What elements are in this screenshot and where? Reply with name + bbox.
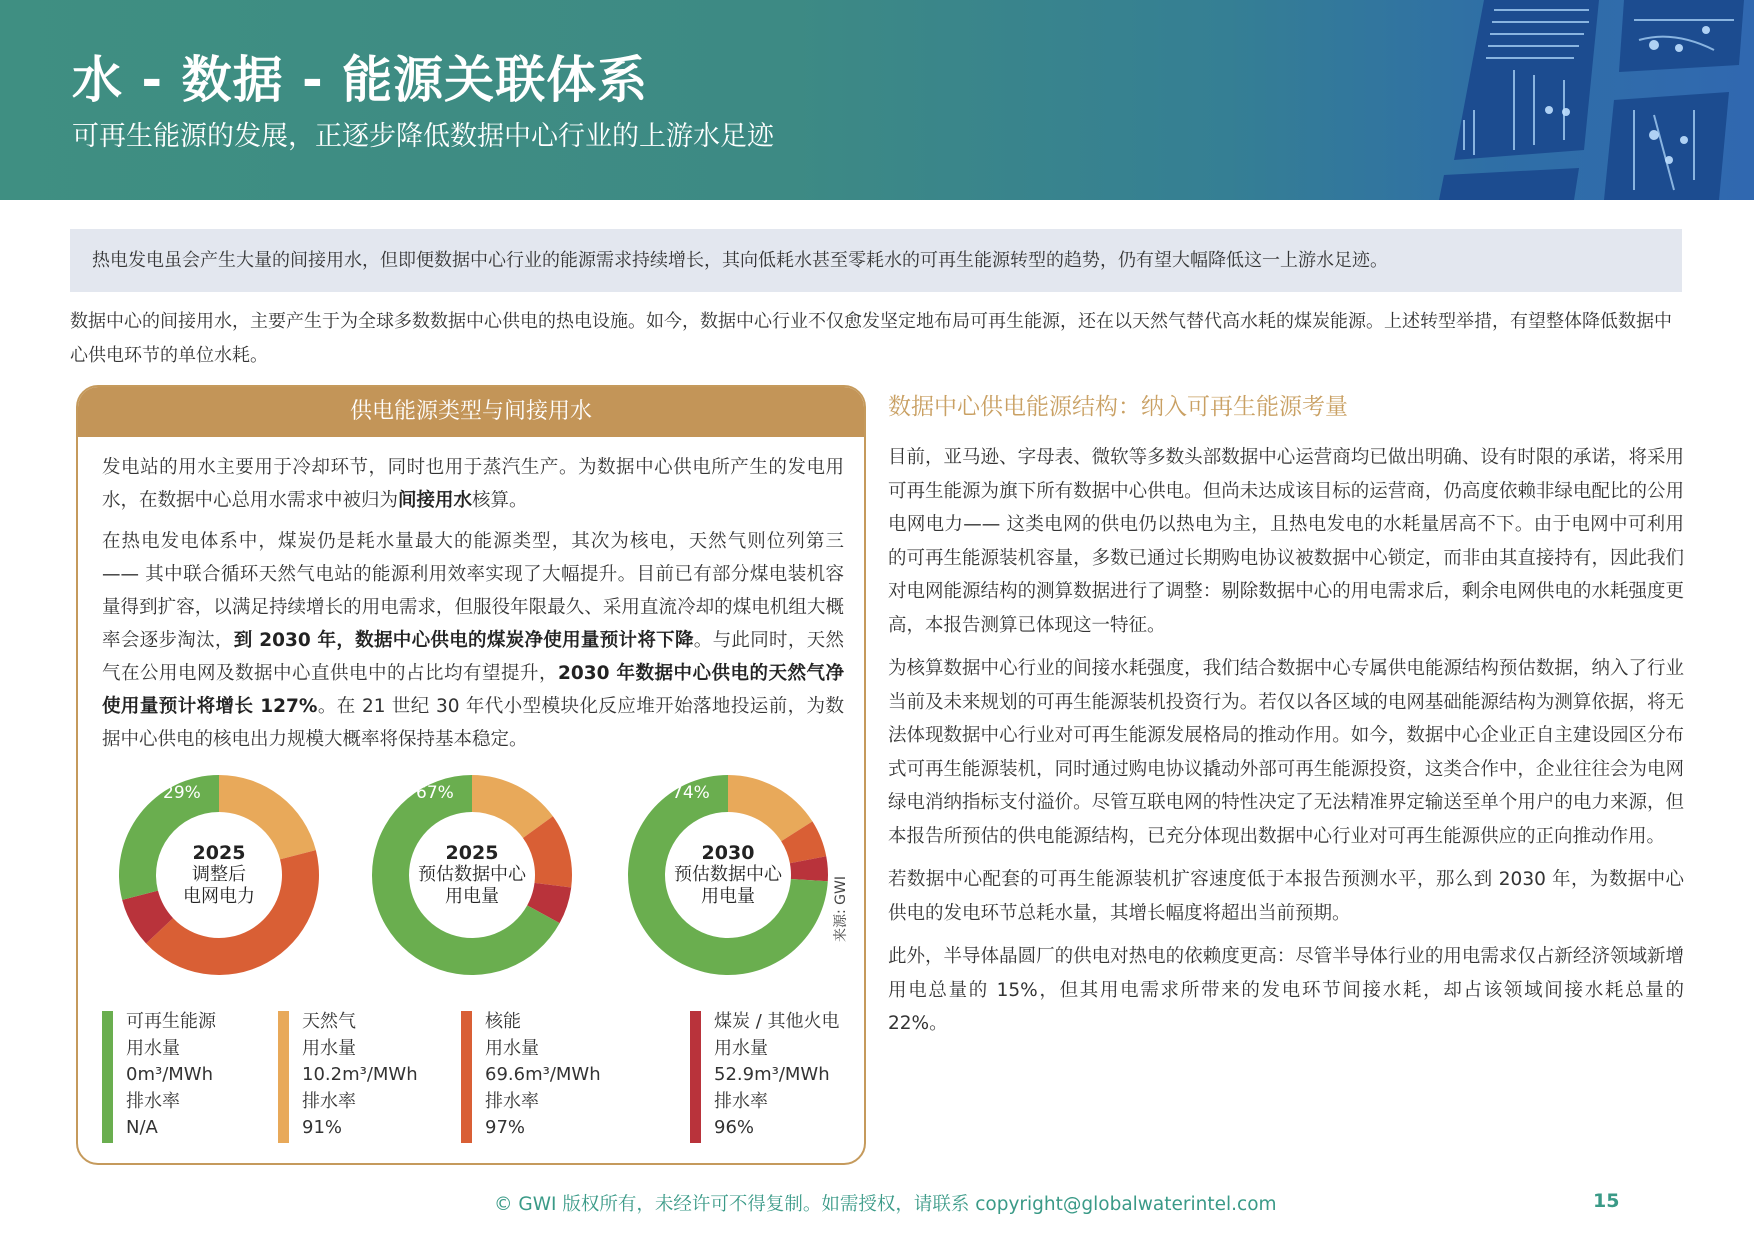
circuit-board-image — [1334, 0, 1754, 200]
paragraph: 为核算数据中心行业的间接水耗强度，我们结合数据中心专属供电能源结构预估数据，纳入了行业当前及未来规划的可再生能源装机投资行为。若仅以各区域的电网基础能源结构为测算依据，将无法体现数据中心行业对可再生能源发展格局的推动作用。如今，数据中心企业正自主建设园区分布式可再生能源装机，同时通过购电协议撬动外部可再生能源投资，这类合作中，企业往往会为电网绿电消纳指标支付溢价。尽管互联电网的特性决定了无法精准界定输送至单个用户的电力来源，但本报告所预估的供电能源结构，已充分体现出数据中心行业对可再生能源供应的正向推动作用。 — [888, 658, 1684, 847]
donut-center-label: 2025 预估数据中心 用电量 — [418, 842, 526, 907]
paragraph: 目前，亚马逊、字母表、微软等多数头部数据中心运营商均已做出明确、设有时限的承诺，将采用可再生能源为旗下所有数据中心供电。但尚未达成该目标的运营商，仍高度依赖非绿电配比的公用电网电力—— 这类电网的供电仍以热电为主，且热电发电的水耗量居高不下。由于电网中可利用的可再生能源装机容量，多数已通过长期购电协议被数据中心锁定，而非由其直接持有，因此我们对电网能源结构的测算数据进行了调整：剔除数据中心的用电需求后，剩余电网供电的水耗强度更高，本报告测算已体现这一特征。 — [888, 447, 1684, 636]
donut-center-label: 2025 调整后 电网电力 — [183, 842, 255, 907]
donut-chart-2030-datacenter — [625, 772, 831, 978]
donut-chart-2025-datacenter — [369, 772, 575, 978]
intro-paragraph: 数据中心的间接用水，主要产生于为全球多数数据中心供电的热电设施。如今，数据中心行业不仅愈发坚定地布局可再生能源，还在以天然气替代高水耗的煤炭能源。上述转型举措，有望整体降低数据中心供电环节的单位水耗。 — [70, 311, 1672, 366]
page-number: 15 — [1593, 1190, 1620, 1212]
donut-percent-label: 67% — [416, 783, 454, 803]
box-paragraph-2: 在热电发电体系中，煤炭仍是耗水量最大的能源类型，其次为核电，天然气则位列第三 —— 其中联合循环天然气电站的能源利用效率实现了大幅提升。目前已有部分煤电装机容量得到扩容，以满足持续增长的用电需求，但服役年限最久、采用直流冷却的煤电机组大概率会逐步淘汰，到 2030 年，数据中心供电的煤炭净使用量预计将下降。与此同时，天然气在公用电网及数据中心直供电中的占比均有望提升，2030 年数据中心供电的天然气净使用量预计将增长 127%。在 21 世纪 30 年代小型模块化反应堆开始落地投运前，为数据中心供电的核电出力规模大概率将保持基本稳定。 — [102, 531, 844, 750]
legend-color-swatch — [690, 1011, 701, 1143]
summary-callout: 热电发电虽会产生大量的间接用水，但即便数据中心行业的能源需求持续增长，其向低耗水甚至零耗水的可再生能源转型的趋势，仍有望大幅降低这一上游水足迹。 — [70, 229, 1682, 292]
legend-item-renewable: 可再生能源 用水量 0m³/MWh 排水率 N/A — [102, 1009, 216, 1143]
donut-percent-label: 29% — [163, 783, 201, 803]
box-title: 供电能源类型与间接用水 — [78, 387, 864, 437]
paragraph: 若数据中心配套的可再生能源装机扩容速度低于本报告预测水平，那么到 2030 年，为数据中心供电的发电环节总耗水量，其增长幅度将超出当前预期。 — [888, 869, 1684, 924]
legend-color-swatch — [278, 1011, 289, 1143]
page-title: 水 - 数据 - 能源关联体系 — [72, 51, 649, 109]
copyright-footer: © GWI 版权所有，未经许可不得复制。如需授权，请联系 copyright@globalwaterintel.com — [494, 1194, 1277, 1215]
legend-item-natural-gas: 天然气 用水量 10.2m³/MWh 排水率 91% — [278, 1009, 418, 1143]
legend-item-coal: 煤炭 / 其他火电 用水量 52.9m³/MWh 排水率 96% — [690, 1009, 840, 1143]
section-heading: 数据中心供电能源结构：纳入可再生能源考量 — [888, 394, 1348, 420]
box-body — [78, 437, 864, 756]
energy-legend — [78, 1009, 866, 1149]
energy-types-box — [76, 385, 866, 1165]
legend-item-nuclear: 核能 用水量 69.6m³/MWh 排水率 97% — [461, 1009, 601, 1143]
box-paragraph-1: 发电站的用水主要用于冷却环节，同时也用于蒸汽生产。为数据中心供电所产生的发电用水，在数据中心总用水需求中被归为间接用水核算。 — [102, 457, 844, 511]
donut-chart-2025-grid — [116, 772, 322, 978]
donut-percent-label: 74% — [672, 783, 710, 803]
legend-color-swatch — [102, 1011, 113, 1143]
page-subtitle: 可再生能源的发展，正逐步降低数据中心行业的上游水足迹 — [72, 121, 774, 152]
header-banner — [0, 0, 1754, 200]
donut-center-label: 2030 预估数据中心 用电量 — [674, 842, 782, 907]
legend-color-swatch — [461, 1011, 472, 1143]
paragraph: 此外，半导体晶圆厂的供电对热电的依赖度更高：尽管半导体行业的用电需求仅占新经济领域新增用电总量的 15%，但其用电需求所带来的发电环节间接水耗，却占该领域间接水耗总量的 22%。 — [888, 946, 1684, 1034]
donut-charts — [78, 772, 866, 992]
source-label: 来源: GWI — [833, 876, 849, 942]
right-column — [888, 388, 1684, 1051]
